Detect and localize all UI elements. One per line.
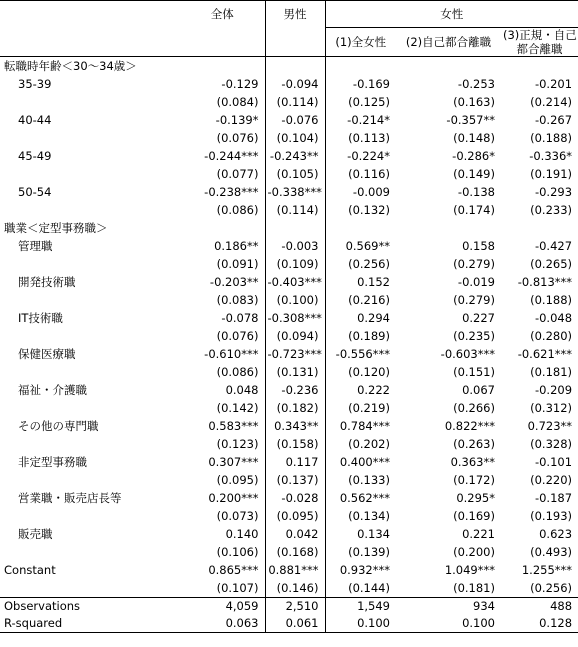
header-male: 男性 [265,1,325,28]
coef-cell: 0.723** [527,419,573,433]
observations-row [0,598,578,616]
empty-cell [0,543,180,561]
coef-cell: -0.243** [265,147,325,165]
se-cell: (0.182) [265,399,325,417]
coef-cell: 0.227 [462,311,495,325]
coef-cell: 0.865*** [208,563,259,577]
coef-cell: -0.427 [534,239,573,253]
se-cell: (0.142) [216,401,259,415]
se-cell: (0.188) [530,293,573,307]
group-header-row [0,57,578,76]
se-cell: (0.106) [216,545,259,559]
empty-cell [0,255,180,273]
se-cell: (0.086) [216,203,259,217]
coef-cell: -0.308*** [265,309,325,327]
coef-row [0,309,578,327]
group-header-row [0,219,578,237]
header-female: 女性 [325,1,578,28]
se-cell: (0.076) [216,131,259,145]
se-cell: (0.493) [530,545,573,559]
variable-label: 福祉・介護職 [18,383,87,397]
se-cell: (0.174) [453,203,495,217]
coef-cell: 0.221 [462,527,495,541]
se-cell: (0.235) [453,329,495,343]
coef-cell: 0.152 [325,273,396,291]
header-corner [0,1,180,28]
coef-cell: 0.042 [265,525,325,543]
coef-cell: 0.140 [225,527,259,541]
empty-cell [325,57,396,76]
se-cell: (0.114) [265,201,325,219]
coef-cell: 0.307*** [208,455,259,469]
observations-cell: 934 [396,598,501,616]
se-row [0,201,578,219]
se-cell: (0.076) [216,329,259,343]
coef-row [0,183,578,201]
coef-row [0,381,578,399]
se-cell: (0.172) [453,473,495,487]
se-cell: (0.151) [453,365,495,379]
coef-row [0,489,578,507]
coef-cell: -0.238*** [204,185,259,199]
se-cell: (0.219) [325,399,396,417]
observations-label: Observations [0,598,180,616]
variable-label: 販売職 [18,527,53,541]
se-cell: (0.107) [216,581,259,595]
coef-cell: 0.134 [325,525,396,543]
coef-row [0,273,578,291]
header-row-sub [0,28,578,57]
coef-cell: 0.048 [225,383,259,397]
coef-cell: 0.623 [539,527,573,541]
se-cell: (0.328) [530,437,573,451]
se-cell: (0.163) [453,95,495,109]
se-cell: (0.134) [325,507,396,525]
empty-cell [265,219,325,237]
header-female-regular-voluntary-line1: (3)正規・自己 [503,28,577,42]
variable-label: 保健医療職 [18,347,76,361]
se-cell: (0.073) [216,509,259,523]
se-cell: (0.181) [453,581,495,595]
variable-label: 開発技術職 [18,275,76,289]
observations-cell: 1,549 [325,598,396,616]
se-row [0,435,578,453]
variable-label: 非定型事務職 [18,455,87,469]
se-row [0,93,578,111]
coef-cell: 0.200*** [208,491,259,505]
se-row [0,399,578,417]
coef-cell: 0.158 [462,239,495,253]
header-all: 全体 [180,1,265,28]
se-row [0,363,578,381]
se-row [0,129,578,147]
coef-cell: -0.078 [221,311,259,325]
header-female-regular-voluntary-line2: 都合離職 [516,42,563,56]
header-female-all: (1)全女性 [325,28,396,57]
se-cell: (0.094) [265,327,325,345]
empty-cell [265,57,325,76]
se-cell: (0.279) [453,293,495,307]
se-cell: (0.120) [325,363,396,381]
coef-cell: 1.255*** [521,563,573,577]
header-female-regular-voluntary [501,28,578,57]
empty-cell [0,165,180,183]
se-cell: (0.168) [265,543,325,561]
se-cell: (0.095) [265,507,325,525]
coef-cell: -0.094 [265,75,325,93]
coef-cell: -0.129 [221,77,259,91]
coef-cell: -0.138 [457,185,495,199]
empty-cell [396,219,501,237]
se-cell: (0.133) [325,471,396,489]
variable-label: 管理職 [18,239,53,253]
coef-cell: 0.562*** [325,489,396,507]
se-cell: (0.095) [216,473,259,487]
variable-label: 45-49 [18,149,52,163]
empty-cell [501,57,578,76]
coef-cell: -0.236 [265,381,325,399]
coef-cell: 0.569** [325,237,396,255]
coef-cell: -0.253 [457,77,495,91]
observations-cell: 488 [501,598,578,616]
variable-label: 50-54 [18,185,52,199]
coef-cell: 0.932*** [325,561,396,579]
se-cell: (0.146) [265,579,325,598]
empty-cell [0,363,180,381]
se-cell: (0.113) [325,129,396,147]
constant-row [0,561,578,579]
se-cell: (0.148) [453,131,495,145]
coef-cell: -0.603*** [440,347,495,361]
coef-cell: -0.048 [534,311,573,325]
empty-cell [0,435,180,453]
rsquared-cell: 0.063 [180,615,265,633]
coef-row [0,75,578,93]
coef-row [0,345,578,363]
rsquared-row [0,615,578,633]
variable-label: その他の専門職 [18,419,99,433]
variable-label: 営業職・販売店長等 [18,491,122,505]
empty-cell [0,201,180,219]
empty-cell [501,219,578,237]
coef-cell: 0.363** [450,455,495,469]
rsquared-cell: 0.100 [396,615,501,633]
coef-cell: -0.101 [534,455,573,469]
variable-label: 40-44 [18,113,52,127]
coef-cell: 0.400*** [325,453,396,471]
header-female-voluntary: (2)自己都合離職 [396,28,501,57]
coef-cell: -0.723*** [265,345,325,363]
se-cell: (0.191) [530,167,573,181]
coef-row [0,525,578,543]
se-row [0,165,578,183]
se-cell: (0.144) [325,579,396,598]
se-cell: (0.279) [453,257,495,271]
se-cell: (0.077) [216,167,259,181]
se-cell: (0.220) [530,473,573,487]
coef-cell: -0.813*** [517,275,573,289]
coef-cell: -0.187 [534,491,573,505]
se-cell: (0.114) [265,93,325,111]
empty-cell [0,471,180,489]
se-cell: (0.132) [325,201,396,219]
se-cell: (0.149) [453,167,495,181]
se-cell: (0.200) [453,545,495,559]
coef-cell: 0.822*** [444,419,495,433]
coef-cell: -0.209 [534,383,573,397]
empty-cell [0,327,180,345]
se-cell: (0.256) [530,581,573,595]
se-cell: (0.181) [530,365,573,379]
coef-cell: -0.076 [265,111,325,129]
coef-cell: -0.286* [452,149,495,163]
se-row [0,543,578,561]
constant-label: Constant [4,563,56,577]
coef-cell: -0.203** [209,275,259,289]
se-cell: (0.265) [530,257,573,271]
coef-cell: 0.784*** [325,417,396,435]
empty-cell [180,57,265,76]
constant-se-row [0,579,578,598]
se-cell: (0.084) [216,95,259,109]
coef-cell: 0.881*** [265,561,325,579]
group-label: 転職時年齢＜30〜34歳＞ [4,59,137,73]
rsquared-label: R-squared [0,615,180,633]
group-label: 職業＜定型事務職＞ [4,221,108,235]
se-cell: (0.216) [325,291,396,309]
coef-row [0,147,578,165]
coef-row [0,453,578,471]
coef-cell: -0.244*** [204,149,259,163]
coef-cell: -0.403*** [265,273,325,291]
coef-cell: -0.336* [529,149,573,163]
se-cell: (0.109) [265,255,325,273]
observations-cell: 2,510 [265,598,325,616]
coef-cell: -0.169 [325,75,396,93]
se-cell: (0.086) [216,365,259,379]
se-cell: (0.169) [453,509,495,523]
observations-cell: 4,059 [180,598,265,616]
se-cell: (0.263) [453,437,495,451]
table-body [0,57,578,633]
se-cell: (0.214) [530,95,573,109]
coef-cell: -0.009 [325,183,396,201]
se-row [0,471,578,489]
coef-cell: -0.003 [265,237,325,255]
coef-cell: 0.294 [325,309,396,327]
coef-cell: -0.293 [534,185,573,199]
se-cell: (0.083) [216,293,259,307]
empty-cell [0,291,180,309]
empty-cell [0,507,180,525]
coef-cell: 1.049*** [444,563,495,577]
coef-cell: -0.610*** [204,347,259,361]
empty-cell [0,93,180,111]
se-cell: (0.188) [530,131,573,145]
se-cell: (0.193) [530,509,573,523]
coef-cell: -0.338*** [265,183,325,201]
coef-cell: -0.357** [446,113,495,127]
coef-cell: -0.028 [265,489,325,507]
se-cell: (0.233) [530,203,573,217]
se-cell: (0.131) [265,363,325,381]
coef-cell: 0.343** [265,417,325,435]
empty-cell [0,399,180,417]
variable-label: IT技術職 [18,311,63,325]
coef-cell: -0.556*** [325,345,396,363]
empty-cell [180,219,265,237]
se-cell: (0.158) [265,435,325,453]
se-cell: (0.123) [216,437,259,451]
header-row-top [0,1,578,28]
empty-cell [325,219,396,237]
coef-cell: -0.019 [457,275,495,289]
coef-cell: -0.201 [534,77,573,91]
se-row [0,327,578,345]
coef-cell: -0.224* [325,147,396,165]
coef-row [0,237,578,255]
rsquared-cell: 0.061 [265,615,325,633]
se-cell: (0.105) [265,165,325,183]
se-cell: (0.091) [216,257,259,271]
se-cell: (0.116) [325,165,396,183]
se-cell: (0.280) [530,329,573,343]
coef-cell: -0.214* [325,111,396,129]
coef-cell: -0.621*** [517,347,573,361]
coef-cell: -0.139* [215,113,259,127]
coef-row [0,417,578,435]
coef-cell: -0.267 [534,113,573,127]
se-cell: (0.139) [325,543,396,561]
rsquared-cell: 0.128 [501,615,578,633]
se-cell: (0.137) [265,471,325,489]
coef-cell: 0.295* [456,491,495,505]
empty-cell [0,129,180,147]
coef-cell: 0.067 [462,383,495,397]
se-row [0,255,578,273]
se-cell: (0.202) [325,435,396,453]
se-cell: (0.266) [453,401,495,415]
se-cell: (0.100) [265,291,325,309]
coef-cell: 0.583*** [208,419,259,433]
se-row [0,291,578,309]
variable-label: 35-39 [18,77,52,91]
se-row [0,507,578,525]
se-cell: (0.104) [265,129,325,147]
se-cell: (0.256) [325,255,396,273]
coef-cell: 0.117 [265,453,325,471]
rsquared-cell: 0.100 [325,615,396,633]
se-cell: (0.189) [325,327,396,345]
se-cell: (0.312) [530,401,573,415]
empty-cell [0,579,180,598]
coef-row [0,111,578,129]
empty-cell [396,57,501,76]
coef-cell: 0.186** [214,239,259,253]
coef-cell: 0.222 [325,381,396,399]
se-cell: (0.125) [325,93,396,111]
